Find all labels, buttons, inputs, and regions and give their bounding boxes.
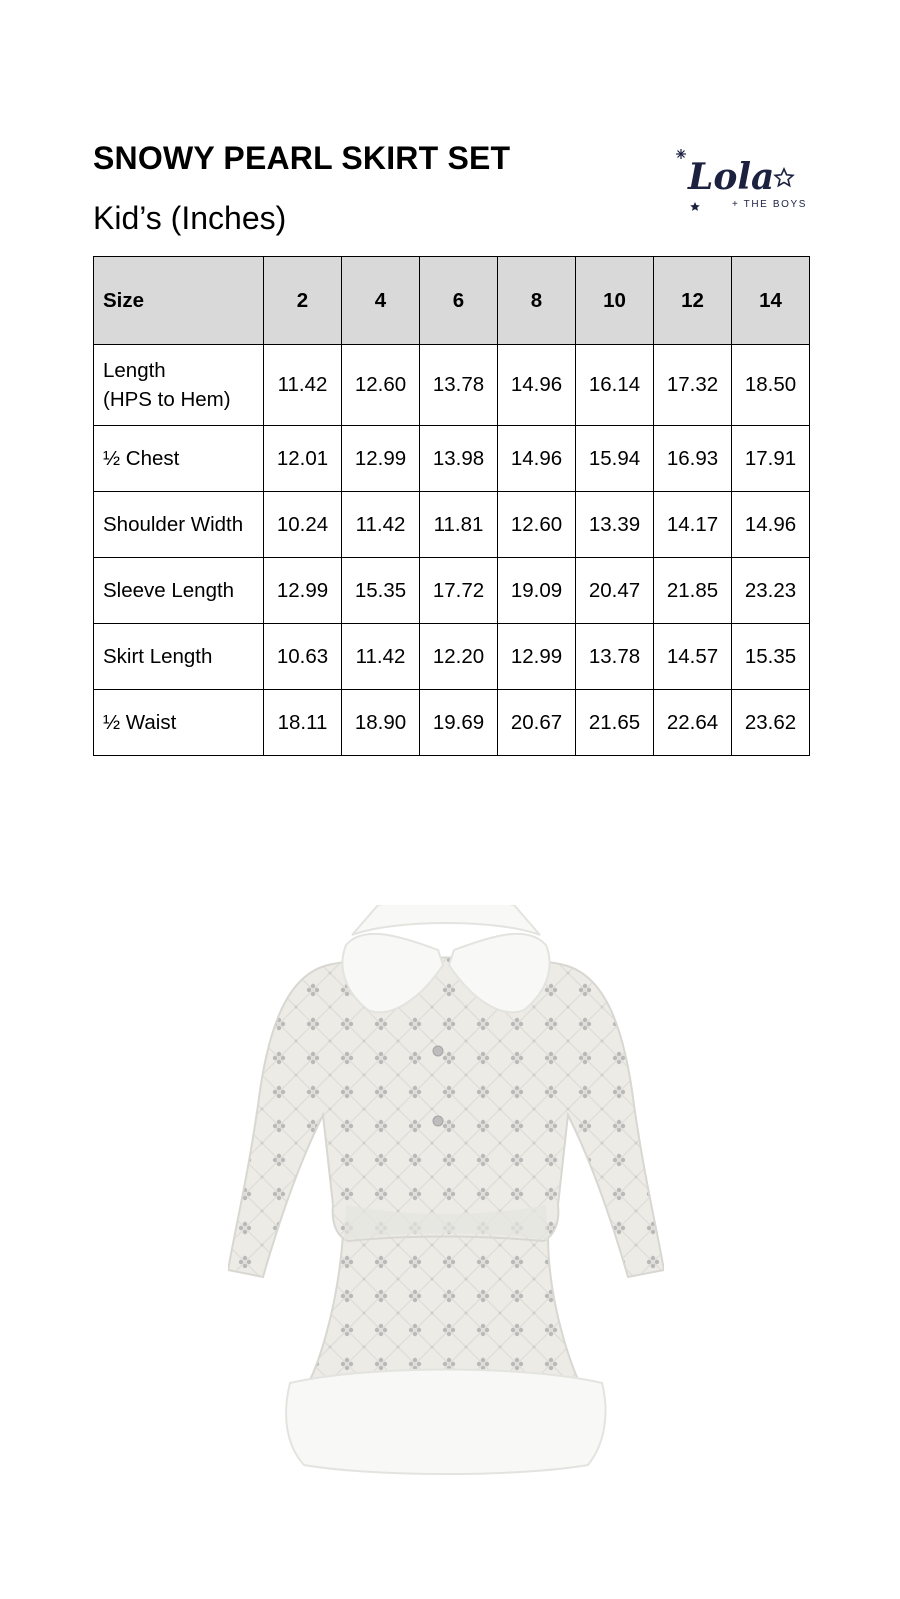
table-cell: 15.94: [576, 426, 654, 492]
fur-hem: [286, 1370, 605, 1475]
table-cell: 20.47: [576, 558, 654, 624]
table-cell: 14.57: [654, 624, 732, 690]
table-cell: 20.67: [498, 690, 576, 756]
row-label-line: (HPS to Hem): [103, 388, 231, 411]
size-chart-table: [93, 256, 810, 756]
table-cell: 16.14: [576, 345, 654, 426]
button: [433, 1046, 443, 1056]
table-header-row: [94, 257, 810, 345]
table-cell: 12.01: [264, 426, 342, 492]
table-cell: 12.99: [264, 558, 342, 624]
row-label: Sleeve Length: [94, 558, 264, 624]
star-outline-icon: [775, 169, 793, 186]
size-header-label: Size: [94, 257, 264, 345]
table-cell: 19.09: [498, 558, 576, 624]
size-header-cell: 14: [732, 257, 810, 345]
sparkle-star-icon: [676, 149, 686, 159]
table-cell: 14.96: [732, 492, 810, 558]
table-cell: 10.63: [264, 624, 342, 690]
product-title: SNOWY PEARL SKIRT SET: [93, 140, 511, 176]
table-cell: 19.69: [420, 690, 498, 756]
row-label: Shoulder Width: [94, 492, 264, 558]
table-cell: 11.42: [342, 624, 420, 690]
row-label: Skirt Length: [94, 624, 264, 690]
table-cell: 18.90: [342, 690, 420, 756]
table-cell: 23.62: [732, 690, 810, 756]
button: [433, 1116, 443, 1126]
table-cell: 23.23: [732, 558, 810, 624]
table-cell: 13.78: [576, 624, 654, 690]
table-cell: 12.60: [498, 492, 576, 558]
row-label-line: Length: [103, 359, 166, 382]
size-header-cell: 2: [264, 257, 342, 345]
table-cell: 12.99: [342, 426, 420, 492]
table-row: [94, 558, 810, 624]
logo-wordmark: Lola: [688, 156, 775, 198]
table-cell: 13.98: [420, 426, 498, 492]
product-image: [228, 905, 664, 1505]
logo-tagline: + THE BOYS: [732, 199, 808, 210]
table-row: [94, 426, 810, 492]
table-cell: 13.78: [420, 345, 498, 426]
brand-logo: [676, 142, 816, 232]
row-label: ½ Chest: [94, 426, 264, 492]
table-cell: 17.91: [732, 426, 810, 492]
table-cell: 11.42: [264, 345, 342, 426]
table-cell: 17.32: [654, 345, 732, 426]
size-header-cell: 6: [420, 257, 498, 345]
table-cell: 14.17: [654, 492, 732, 558]
size-header-cell: 8: [498, 257, 576, 345]
table-row: [94, 345, 810, 426]
chart-subtitle: Kid’s (Inches): [93, 200, 287, 236]
size-header-cell: 10: [576, 257, 654, 345]
table-cell: 16.93: [654, 426, 732, 492]
star-filled-icon: [690, 202, 700, 211]
table-cell: 12.99: [498, 624, 576, 690]
size-header-cell: 4: [342, 257, 420, 345]
table-cell: 21.65: [576, 690, 654, 756]
table-cell: 11.42: [342, 492, 420, 558]
table-cell: 13.39: [576, 492, 654, 558]
table-cell: 15.35: [732, 624, 810, 690]
table-cell: 10.24: [264, 492, 342, 558]
table-cell: 15.35: [342, 558, 420, 624]
size-header-cell: 12: [654, 257, 732, 345]
table-cell: 18.11: [264, 690, 342, 756]
table-cell: 14.96: [498, 345, 576, 426]
table-cell: 22.64: [654, 690, 732, 756]
table-cell: 11.81: [420, 492, 498, 558]
table-row: [94, 624, 810, 690]
table-cell: 12.60: [342, 345, 420, 426]
table-row: [94, 690, 810, 756]
table-row: [94, 492, 810, 558]
table-cell: 14.96: [498, 426, 576, 492]
row-label: ½ Waist: [94, 690, 264, 756]
table-cell: 17.72: [420, 558, 498, 624]
row-label: [94, 345, 264, 426]
table-cell: 12.20: [420, 624, 498, 690]
table-cell: 18.50: [732, 345, 810, 426]
table-cell: 21.85: [654, 558, 732, 624]
